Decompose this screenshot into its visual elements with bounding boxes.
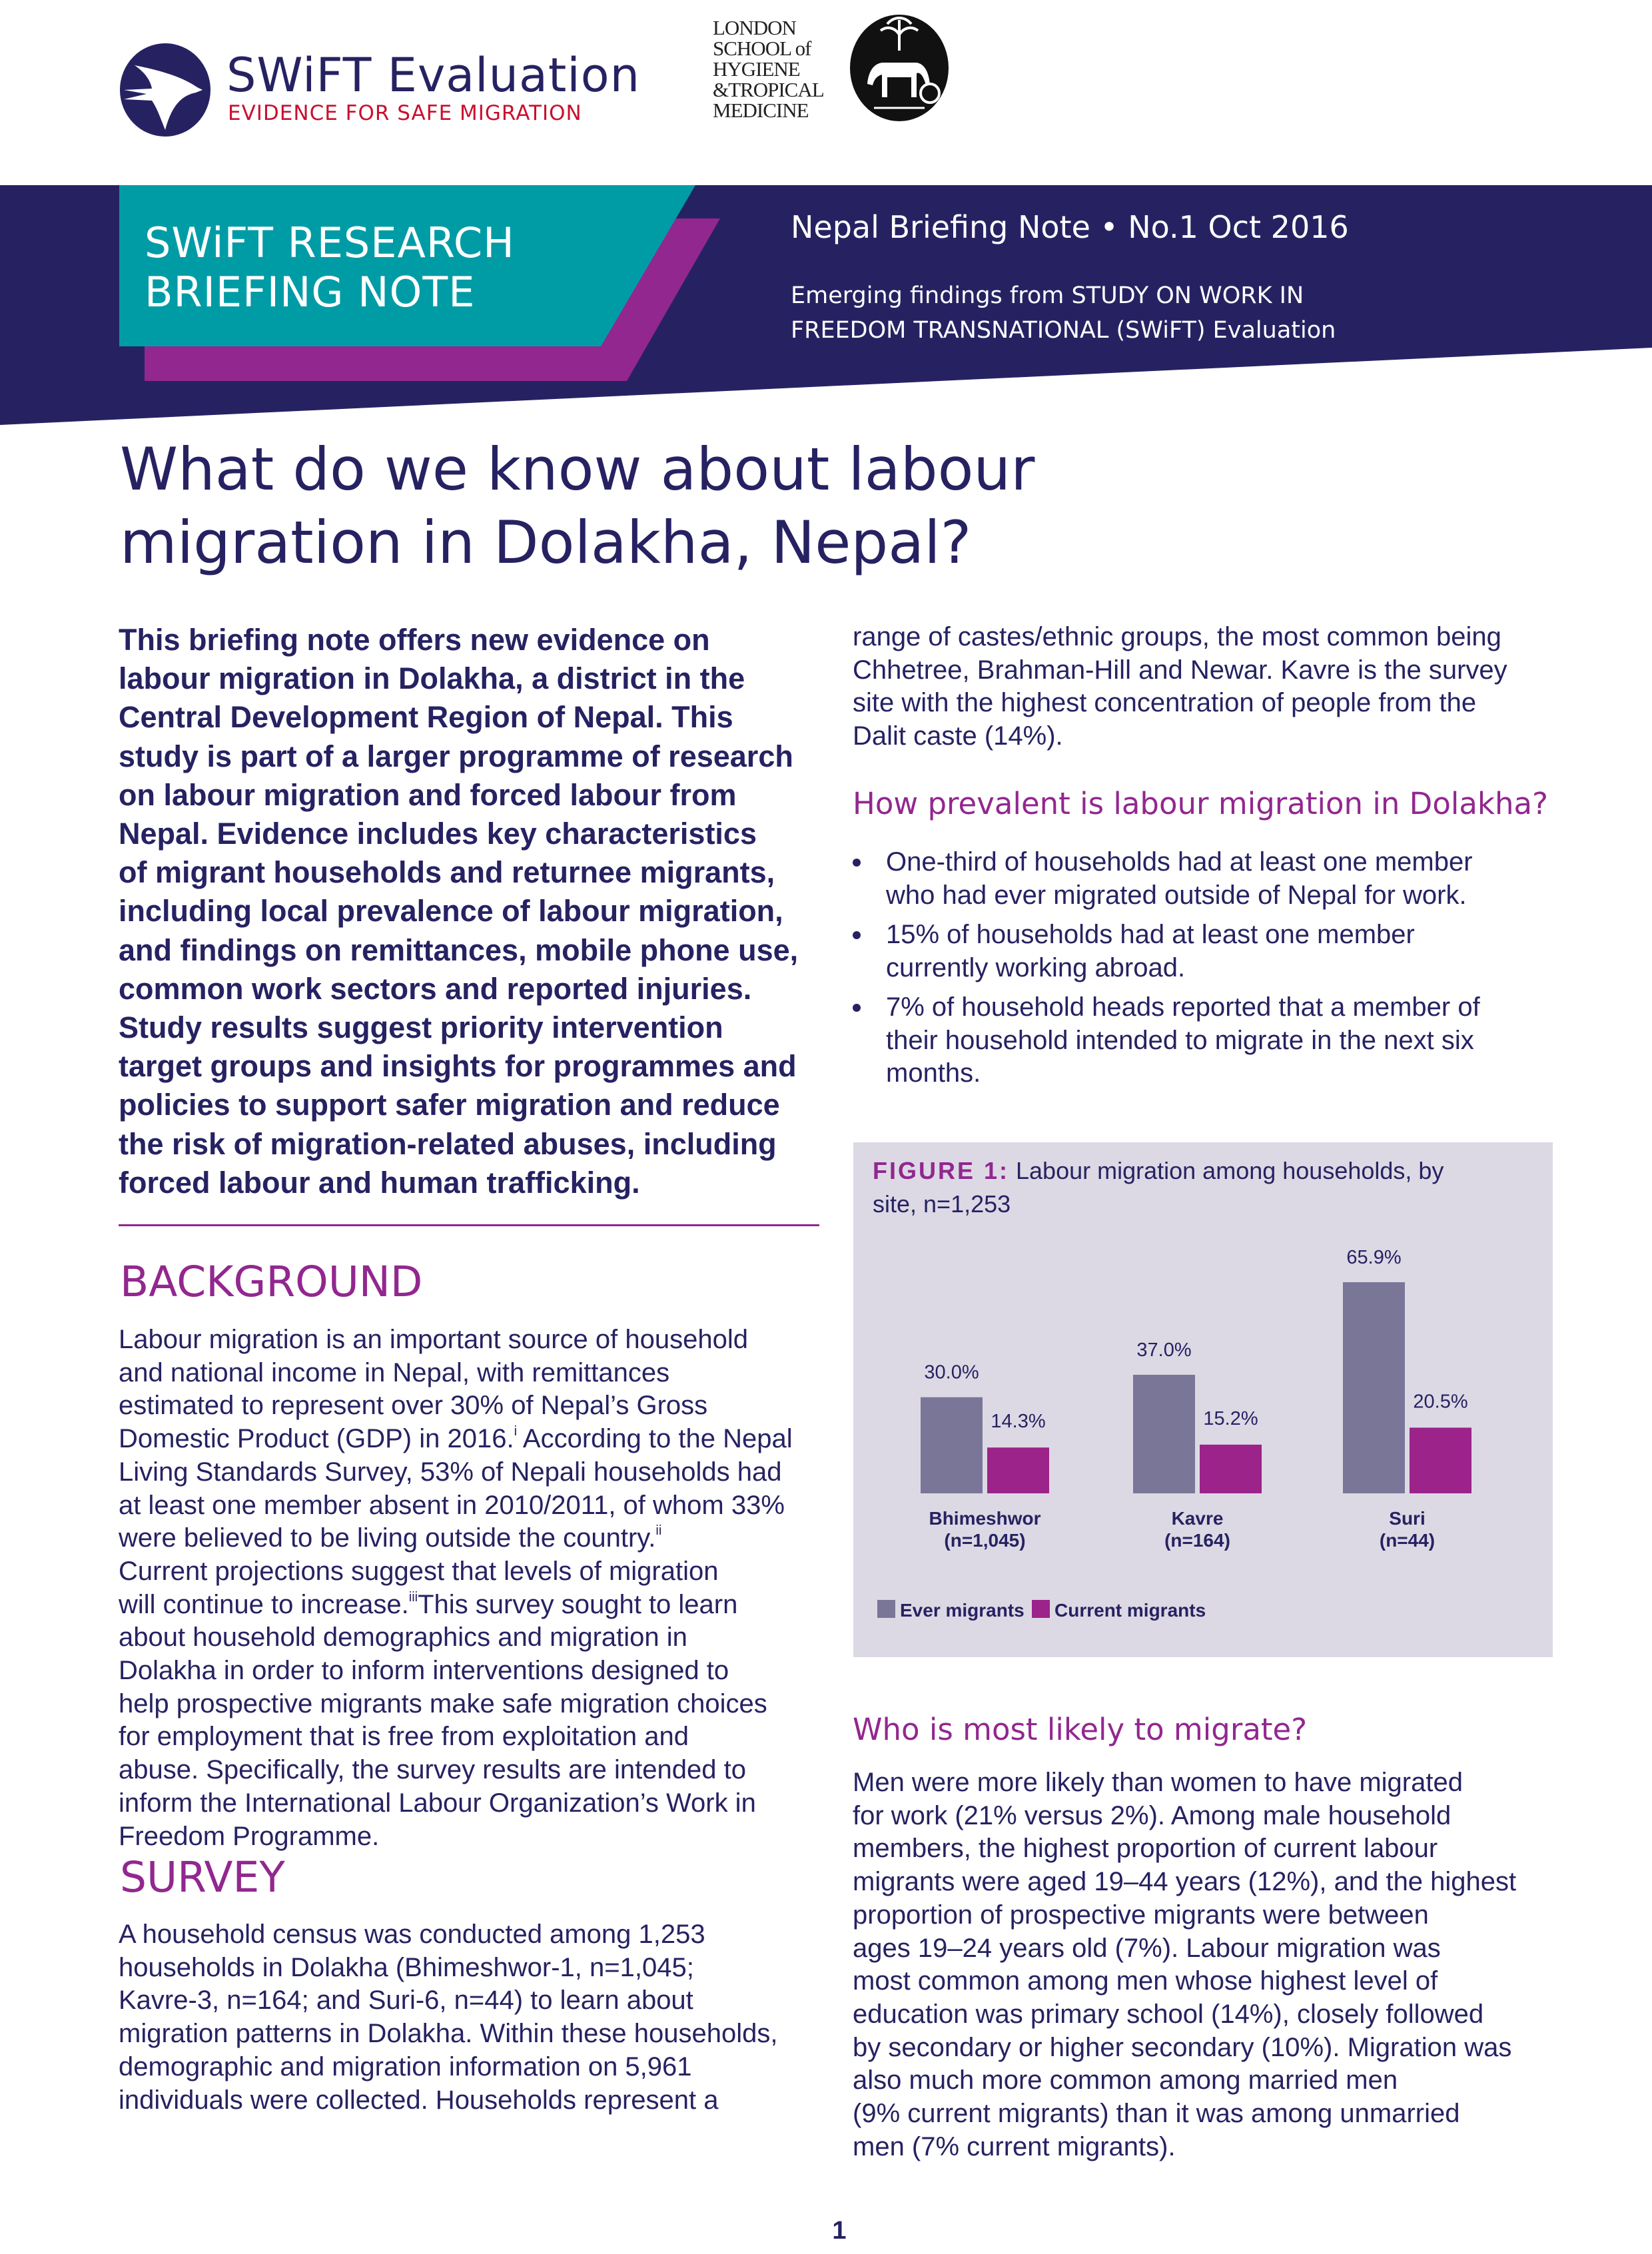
background-line bbox=[119, 1589, 825, 1622]
intro-line: policies to support safer migration and reduce bbox=[119, 1088, 780, 1122]
intro-line: target groups and insights for programmes and bbox=[119, 1049, 797, 1084]
survey-line: A household census was conducted among 1,253 bbox=[119, 1920, 705, 1949]
figure-caption-text: Labour migration among households, by bbox=[1009, 1157, 1444, 1184]
bar-ever-migrants bbox=[1133, 1375, 1195, 1493]
background-line-text: This survey sought to learn bbox=[418, 1589, 738, 1619]
banner-title-line: SWiFT RESEARCH bbox=[145, 218, 515, 267]
prevalence-heading: How prevalent is labour migration in Dolakha? bbox=[853, 786, 1548, 821]
figure-label: FIGURE 1: bbox=[873, 1157, 1010, 1184]
prevalence-list bbox=[853, 846, 1559, 1097]
background-line-text: for employment that is free from exploitation and bbox=[119, 1722, 689, 1752]
background-line bbox=[119, 1456, 825, 1489]
bullet-item bbox=[853, 919, 1559, 984]
background-line-text: Labour migration is an important source of household bbox=[119, 1325, 748, 1354]
bullet-dot-icon bbox=[853, 859, 861, 867]
lshtm-line: LONDON bbox=[713, 16, 796, 39]
bar-ever-migrants bbox=[1343, 1282, 1405, 1493]
intro-line: the risk of migration-related abuses, including bbox=[119, 1126, 777, 1161]
bullet-line: who had ever migrated outside of Nepal for work. bbox=[886, 880, 1467, 910]
background-line-text: Current projections suggest that levels of migration bbox=[119, 1556, 719, 1586]
data-label: 65.9% bbox=[1346, 1247, 1402, 1269]
background-line bbox=[119, 1522, 825, 1555]
intro-line: study is part of a larger programme of research bbox=[119, 739, 793, 773]
background-line-text: were believed to be living outside the country. bbox=[119, 1523, 656, 1553]
bar-chart bbox=[853, 1142, 1553, 1657]
data-label: 14.3% bbox=[991, 1411, 1046, 1433]
background-line-text: about household demographics and migration in bbox=[119, 1623, 687, 1653]
background-line-text: According to the Nepal bbox=[517, 1424, 793, 1454]
footnote-ref[interactable]: iii bbox=[408, 1589, 418, 1605]
swift-tagline: EVIDENCE FOR SAFE MIGRATION bbox=[228, 101, 582, 125]
intro-line: on labour migration and forced labour from bbox=[119, 777, 737, 812]
bullet-line: 15% of households had at least one member bbox=[886, 920, 1415, 949]
background-line bbox=[119, 1389, 825, 1423]
swift-name: SWiFT Evaluation bbox=[226, 48, 640, 103]
lshtm-line: HYGIENE bbox=[713, 57, 800, 81]
background-line-text: Living Standards Survey, 53% of Nepali households had bbox=[119, 1457, 782, 1487]
footnote-ref[interactable]: ii bbox=[655, 1523, 662, 1539]
background-line bbox=[119, 1555, 825, 1589]
category-sublabel: (n=44) bbox=[1379, 1530, 1436, 1551]
who-line: most common among men whose highest level of bbox=[853, 1966, 1438, 1996]
who-body bbox=[853, 1766, 1559, 2163]
background-line bbox=[119, 1621, 825, 1655]
banner-subtitle-line: FREEDOM TRANSNATIONAL (SWiFT) Evaluation bbox=[791, 317, 1336, 344]
background-line bbox=[119, 1423, 825, 1456]
intro-line: including local prevalence of labour migration, bbox=[119, 894, 783, 929]
background-line-text: help prospective migrants make safe migration choices bbox=[119, 1689, 767, 1718]
who-line: also much more common among married men bbox=[853, 2066, 1398, 2095]
who-line: for work (21% versus 2%). Among male household bbox=[853, 1800, 1451, 1830]
background-line-text: Dolakha in order to inform interventions designed to bbox=[119, 1656, 729, 1686]
legend-label: Ever migrants bbox=[900, 1600, 1025, 1621]
background-line bbox=[119, 1655, 825, 1688]
category-sublabel: (n=164) bbox=[1164, 1530, 1230, 1551]
survey-line: demographic and migration information on 5,961 bbox=[119, 2052, 692, 2081]
data-label: 37.0% bbox=[1136, 1339, 1192, 1361]
background-line bbox=[119, 1357, 825, 1390]
background-line bbox=[119, 1489, 825, 1523]
background-line-text: inform the International Labour Organization’s Work in bbox=[119, 1788, 756, 1818]
body-line: site with the highest concentration of people from the bbox=[853, 688, 1477, 718]
background-line-text: and national income in Nepal, with remittances bbox=[119, 1357, 670, 1387]
data-label: 20.5% bbox=[1413, 1391, 1468, 1413]
background-line-text: estimated to represent over 30% of Nepal’s Gross bbox=[119, 1391, 708, 1421]
background-line-text: Freedom Programme. bbox=[119, 1821, 380, 1851]
lshtm-line: MEDICINE bbox=[713, 99, 809, 122]
data-label: 15.2% bbox=[1203, 1407, 1258, 1429]
survey-line: individuals were collected. Households represent a bbox=[119, 2085, 719, 2115]
page-title-line: migration in Dolakha, Nepal? bbox=[120, 508, 972, 577]
lshtm-line: SCHOOL of bbox=[713, 37, 811, 60]
intro-line: Study results suggest priority intervention bbox=[119, 1010, 723, 1045]
background-line bbox=[119, 1754, 825, 1787]
banner-subtitle-line: Emerging findings from STUDY ON WORK IN bbox=[791, 282, 1304, 309]
section-divider bbox=[119, 1224, 819, 1226]
background-line bbox=[119, 1787, 825, 1820]
background-line bbox=[119, 1720, 825, 1754]
survey-heading: SURVEY bbox=[120, 1853, 285, 1902]
body-line: Dalit caste (14%). bbox=[853, 721, 1063, 751]
who-heading: Who is most likely to migrate? bbox=[853, 1712, 1308, 1747]
intro-line: This briefing note offers new evidence on bbox=[119, 623, 710, 657]
bullet-item bbox=[853, 846, 1559, 912]
who-line: by secondary or higher secondary (10%). Migration was bbox=[853, 2032, 1512, 2062]
background-line bbox=[119, 1820, 825, 1854]
banner-subtitle bbox=[791, 278, 1336, 348]
who-line: ages 19–24 years old (7%). Labour migration was bbox=[853, 1933, 1441, 1963]
intro-line: of migrant households and returnee migrants, bbox=[119, 855, 775, 890]
who-line: Men were more likely than women to have migrated bbox=[853, 1768, 1463, 1797]
page-title-line: What do we know about labour bbox=[120, 435, 1035, 504]
who-line: men (7% current migrants). bbox=[853, 2131, 1176, 2161]
intro-line: forced labour and human trafficking. bbox=[119, 1165, 640, 1200]
who-line: members, the highest proportion of current labour bbox=[853, 1834, 1438, 1864]
intro-line: Nepal. Evidence includes key characteristics bbox=[119, 817, 757, 851]
bullet-line: months. bbox=[886, 1058, 981, 1088]
background-line bbox=[119, 1688, 825, 1721]
who-line: education was primary school (14%), closely followed bbox=[853, 1999, 1484, 2029]
survey-line: Kavre-3, n=164; and Suri-6, n=44) to learn about bbox=[119, 1986, 693, 2016]
bullet-line: 7% of household heads reported that a member of bbox=[886, 992, 1480, 1022]
bar-ever-migrants bbox=[921, 1397, 983, 1493]
intro-line: labour migration in Dolakha, a district in the bbox=[119, 661, 745, 696]
page-number: 1 bbox=[832, 2217, 847, 2245]
background-line-text: abuse. Specifically, the survey results are intended to bbox=[119, 1755, 746, 1785]
data-label: 30.0% bbox=[924, 1361, 979, 1383]
intro-line: Central Development Region of Nepal. This bbox=[119, 700, 733, 735]
intro-summary bbox=[119, 621, 825, 1202]
bar-current-migrants bbox=[1200, 1445, 1262, 1493]
who-line: migrants were aged 19–44 years (12%), and the highest bbox=[853, 1867, 1517, 1897]
body-line: Chhetree, Brahman-Hill and Newar. Kavre is the survey bbox=[853, 655, 1507, 685]
intro-line: common work sectors and reported injuries. bbox=[119, 971, 752, 1006]
footnote-ref[interactable]: i bbox=[514, 1424, 518, 1439]
survey-line: migration patterns in Dolakha. Within these households, bbox=[119, 2019, 778, 2049]
category-label: Suri bbox=[1389, 1508, 1426, 1529]
figure-caption-text: site, n=1,253 bbox=[873, 1190, 1011, 1218]
legend-label: Current migrants bbox=[1054, 1600, 1206, 1621]
banner-series: Nepal Briefing Note • No.1 Oct 2016 bbox=[791, 209, 1349, 245]
bullet-dot-icon bbox=[853, 1004, 861, 1012]
legend-swatch-ever-migrants bbox=[877, 1600, 895, 1618]
intro-line: and findings on remittances, mobile phone use, bbox=[119, 933, 799, 967]
background-line-text: Domestic Product (GDP) in 2016. bbox=[119, 1424, 514, 1454]
background-line-text: at least one member absent in 2010/2011, of whom 33% bbox=[119, 1490, 785, 1520]
background-line-text: will continue to increase. bbox=[119, 1589, 409, 1619]
survey-body bbox=[119, 1918, 825, 2117]
bullet-line: their household intended to migrate in the next six bbox=[886, 1025, 1474, 1055]
banner-title bbox=[145, 218, 515, 317]
legend-swatch-current-migrants bbox=[1032, 1600, 1050, 1618]
background-heading: BACKGROUND bbox=[120, 1258, 423, 1306]
background-line bbox=[119, 1323, 825, 1357]
banner-title-line: BRIEFING NOTE bbox=[145, 268, 476, 316]
bar-current-migrants bbox=[987, 1447, 1049, 1493]
bullet-item bbox=[853, 991, 1559, 1090]
lshtm-line: &TROPICAL bbox=[713, 78, 824, 101]
who-line: (9% current migrants) than it was among unmarried bbox=[853, 2099, 1460, 2129]
page-title bbox=[120, 433, 1034, 579]
bullet-dot-icon bbox=[853, 931, 861, 939]
body-line: range of castes/ethnic groups, the most common being bbox=[853, 622, 1501, 651]
survey-body-continued bbox=[853, 621, 1559, 753]
category-label: Bhimeshwor bbox=[929, 1508, 1041, 1529]
category-sublabel: (n=1,045) bbox=[944, 1530, 1026, 1551]
survey-line: households in Dolakha (Bhimeshwor-1, n=1,045; bbox=[119, 1952, 694, 1982]
bullet-line: One-third of households had at least one member bbox=[886, 847, 1473, 877]
category-label: Kavre bbox=[1171, 1508, 1224, 1529]
bullet-line: currently working abroad. bbox=[886, 952, 1186, 982]
background-body bbox=[119, 1323, 825, 1853]
bar-current-migrants bbox=[1410, 1427, 1471, 1493]
who-line: proportion of prospective migrants were between bbox=[853, 1900, 1429, 1930]
